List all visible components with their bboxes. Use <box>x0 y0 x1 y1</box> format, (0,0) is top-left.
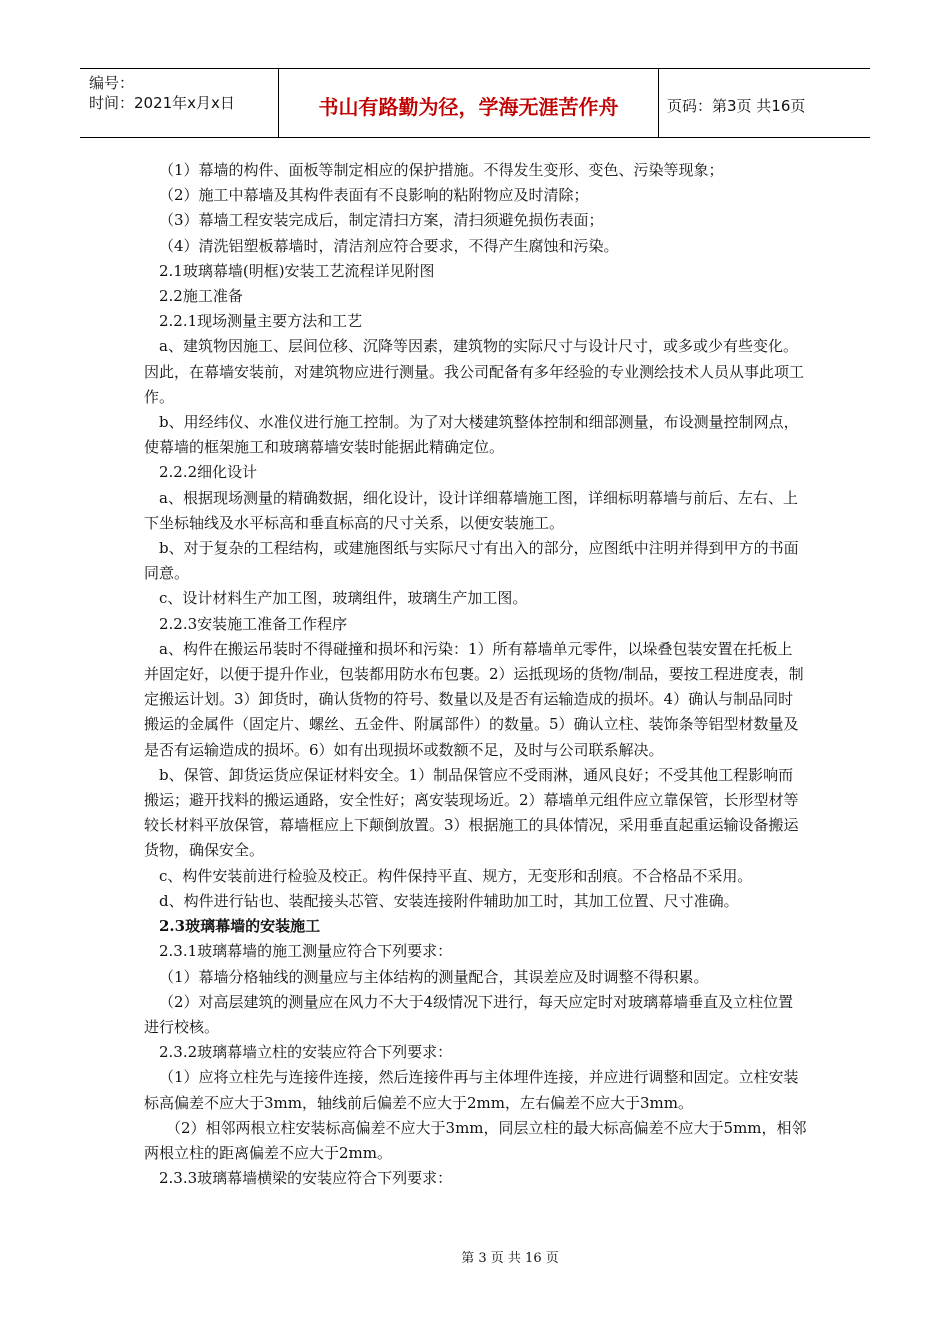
body-paragraph: b、用经纬仪、水准仪进行施工控制。为了对大楼建筑整体控制和细部测量，布设测量控制网点，使幕墙的框架施工和玻璃幕墙安装时能据此精确定位。 <box>144 413 799 457</box>
body-paragraph: 2.3.3玻璃幕墙横梁的安装应符合下列要求： <box>159 1169 453 1188</box>
body-paragraph: （1）幕墙分格轴线的测量应与主体结构的测量配合，其误差应及时调整不得积累。 <box>159 967 709 986</box>
body-paragraph: 2.2.2细化设计 <box>159 463 258 482</box>
body-paragraph: （1）应将立柱先与连接件连接，然后连接件再与主体埋件连接，并应进行调整和固定。立柱安装标高偏差不应大于3mm，轴线前后偏差不应大于2mm，左右偏差不应大于3mm。 <box>144 1068 799 1112</box>
body-paragraph: 2.3.1玻璃幕墙的施工测量应符合下列要求： <box>159 942 453 961</box>
body-paragraph: （2）施工中幕墙及其构件表面有不良影响的粘附物应及时清除； <box>159 186 589 205</box>
body-paragraph: 2.2.3安装施工准备工作程序 <box>159 614 348 633</box>
body-paragraph: 2.3玻璃幕墙的安装施工 <box>159 917 321 936</box>
body-paragraph: b、保管、卸货运货应保证材料安全。1）制品保管应不受雨淋，通风良好；不受其他工程影响而搬运；避开找料的搬运通路，安全性好；离安装现场近。2）幕墙单元组件应立靠保管，长形型材等较长材料平放保管，幕墙框应上下颠倒放置。3）根据施工的具体情况，采用垂直起重运输设备搬运货物，确保安全。 <box>144 765 799 860</box>
header-left-cell <box>80 69 279 137</box>
body-paragraph: c、构件安装前进行检验及校正。构件保持平直、规方，无变形和刮痕。不合格品不采用。 <box>159 866 753 885</box>
body-paragraph: c、设计材料生产加工图，玻璃组件，玻璃生产加工图。 <box>159 589 528 608</box>
header-page-label: 页码：第3页 共16页 <box>667 96 806 115</box>
body-paragraph: a、根据现场测量的精确数据，细化设计，设计详细幕墙施工图，详细标明幕墙与前后、左右、上下坐标轴线及水平标高和垂直标高的尺寸关系，以便安装施工。 <box>144 488 798 532</box>
body-paragraph: （3）幕墙工程安装完成后，制定清扫方案，清扫须避免损伤表面； <box>159 211 604 230</box>
page-header <box>80 68 870 138</box>
body-paragraph: b、对于复杂的工程结构，或建施图纸与实际尺寸有出入的部分，应图纸中注明并得到甲方的书面同意。 <box>144 539 799 583</box>
body-paragraph: a、建筑物因施工、层间位移、沉降等因素，建筑物的实际尺寸与设计尺寸，或多或少有些变化。因此，在幕墙安装前，对建筑物应进行测量。我公司配备有多年经验的专业测绘技术人员从事此项工作。 <box>144 337 805 406</box>
body-paragraph: （2）相邻两根立柱安装标高偏差不应大于3mm，同层立柱的最大标高偏差不应大于5mm，相邻两根立柱的距离偏差不应大于2mm。 <box>144 1118 807 1162</box>
page-footer: 第 3 页 共 16 页 <box>461 1251 559 1266</box>
body-paragraph: 2.2.1现场测量主要方法和工艺 <box>159 312 363 331</box>
body-paragraph: a、构件在搬运吊装时不得碰撞和损坏和污染：1）所有幕墙单元零件，以垛叠包装安置在托板上并固定好，以便于提升作业，包装都用防水布包裹。2）运抵现场的货物/制品，要按工程进度表，制定搬运计划。3）卸货时，确认货物的符号、数量以及是否有运输造成的损坏。4）确认与制品同时搬运的金属件（固定片、螺丝、五金件、附属部件）的数量。5）确认立柱、装饰条等铝型材数量及是否有运输造成的损坏。6）如有出现损坏或数额不足，及时与公司联系解决。 <box>144 639 804 759</box>
body-paragraph: 2.1玻璃幕墙(明框)安装工艺流程详见附图 <box>159 261 435 280</box>
body-paragraph: 2.3.2玻璃幕墙立柱的安装应符合下列要求： <box>159 1043 453 1062</box>
body-paragraph: （4）清洗铝塑板幕墙时，清洁剂应符合要求，不得产生腐蚀和污染。 <box>159 236 619 255</box>
body-paragraph: （1）幕墙的构件、面板等制定相应的保护措施。不得发生变形、变色、污染等现象； <box>159 161 724 179</box>
body-paragraph: （2）对高层建筑的测量应在风力不大于4级情况下进行，每天应定时对玻璃幕墙垂直及立柱位置进行校核。 <box>144 992 794 1036</box>
header-motto: 书山有路勤为径，学海无涯苦作舟 <box>279 69 659 137</box>
document-number-label: 编号： <box>89 74 135 92</box>
body-paragraph: 2.2施工准备 <box>159 287 243 306</box>
document-body <box>144 158 807 1191</box>
body-paragraph: d、构件进行钻也、装配接头芯管、安装连接附件辅助加工时，其加工位置、尺寸准确。 <box>159 891 739 910</box>
document-time-label: 时间：2021年x月x日 <box>89 94 235 112</box>
